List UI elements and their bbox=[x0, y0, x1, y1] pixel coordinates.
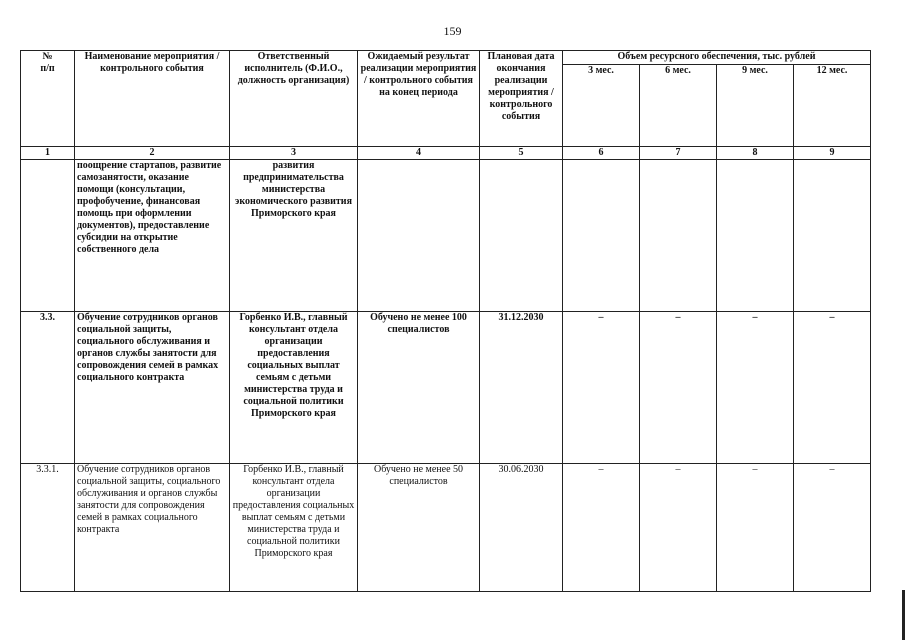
row-result: Обучено не менее 50 специалистов bbox=[358, 464, 480, 592]
row-name: поощрение стартапов, развитие самозанятости, оказание помощи (консультации, профобучение, финансовая помощь при оформлении документов), предоставление субсидии на открытие собственного дела bbox=[75, 160, 230, 312]
row-responsible: Горбенко И.В., главный консультант отдела организации предоставления социальных выплат семьям с детьми министерства труда и социальной политики Приморского края bbox=[230, 312, 358, 464]
row-num bbox=[21, 160, 75, 312]
header-resources: Объем ресурсного обеспечения, тыс. рублей bbox=[563, 51, 871, 65]
row-responsible: Горбенко И.В., главный консультант отдела организации предоставления социальных выплат семьям с детьми министерства труда и социальной политики Приморского края bbox=[230, 464, 358, 592]
header-num: № п/п bbox=[21, 51, 75, 147]
row-3-months: – bbox=[563, 312, 640, 464]
column-number: 6 bbox=[563, 147, 640, 160]
page-number: 159 bbox=[443, 24, 462, 38]
row-name: Обучение сотрудников органов социальной защиты, социального обслуживания и органов службы занятости для сопровождения семей в рамках социального контракта bbox=[75, 464, 230, 592]
row-name: Обучение сотрудников органов социальной защиты, социального обслуживания и органов службы занятости для сопровождения семей в рамках социального контракта bbox=[75, 312, 230, 464]
row-date bbox=[480, 160, 563, 312]
header-result: Ожидаемый результат реализации мероприятия / контрольного события на конец периода bbox=[358, 51, 480, 147]
table-row bbox=[21, 160, 871, 312]
row-12-months: – bbox=[794, 464, 871, 592]
column-number: 5 bbox=[480, 147, 563, 160]
row-date: 30.06.2030 bbox=[480, 464, 563, 592]
row-12-months bbox=[794, 160, 871, 312]
table-row bbox=[21, 312, 871, 464]
column-number: 7 bbox=[640, 147, 717, 160]
column-number: 2 bbox=[75, 147, 230, 160]
header-name: Наименование мероприятия / контрольного события bbox=[75, 51, 230, 147]
row-3-months: – bbox=[563, 464, 640, 592]
column-number: 1 bbox=[21, 147, 75, 160]
header-date: Плановая дата окончания реализации мероприятия / контрольного события bbox=[480, 51, 563, 147]
row-6-months: – bbox=[640, 312, 717, 464]
row-6-months: – bbox=[640, 464, 717, 592]
column-numbers-row bbox=[21, 147, 871, 160]
row-responsible: развития предпринимательства министерства экономического развития Приморского края bbox=[230, 160, 358, 312]
header-6-months: 6 мес. bbox=[640, 65, 717, 147]
row-result: Обучено не менее 100 специалистов bbox=[358, 312, 480, 464]
column-number: 9 bbox=[794, 147, 871, 160]
header-3-months: 3 мес. bbox=[563, 65, 640, 147]
column-number: 3 bbox=[230, 147, 358, 160]
header-9-months: 9 мес. bbox=[717, 65, 794, 147]
row-num: 3.3. bbox=[21, 312, 75, 464]
table-row bbox=[21, 464, 871, 592]
row-9-months bbox=[717, 160, 794, 312]
row-num: 3.3.1. bbox=[21, 464, 75, 592]
activities-table bbox=[20, 50, 871, 592]
row-9-months: – bbox=[717, 312, 794, 464]
column-number: 8 bbox=[717, 147, 794, 160]
row-date: 31.12.2030 bbox=[480, 312, 563, 464]
row-9-months: – bbox=[717, 464, 794, 592]
row-result bbox=[358, 160, 480, 312]
column-number: 4 bbox=[358, 147, 480, 160]
header-responsible: Ответственный исполнитель (Ф.И.О., должность организация) bbox=[230, 51, 358, 147]
row-3-months bbox=[563, 160, 640, 312]
header-12-months: 12 мес. bbox=[794, 65, 871, 147]
row-6-months bbox=[640, 160, 717, 312]
row-12-months: – bbox=[794, 312, 871, 464]
